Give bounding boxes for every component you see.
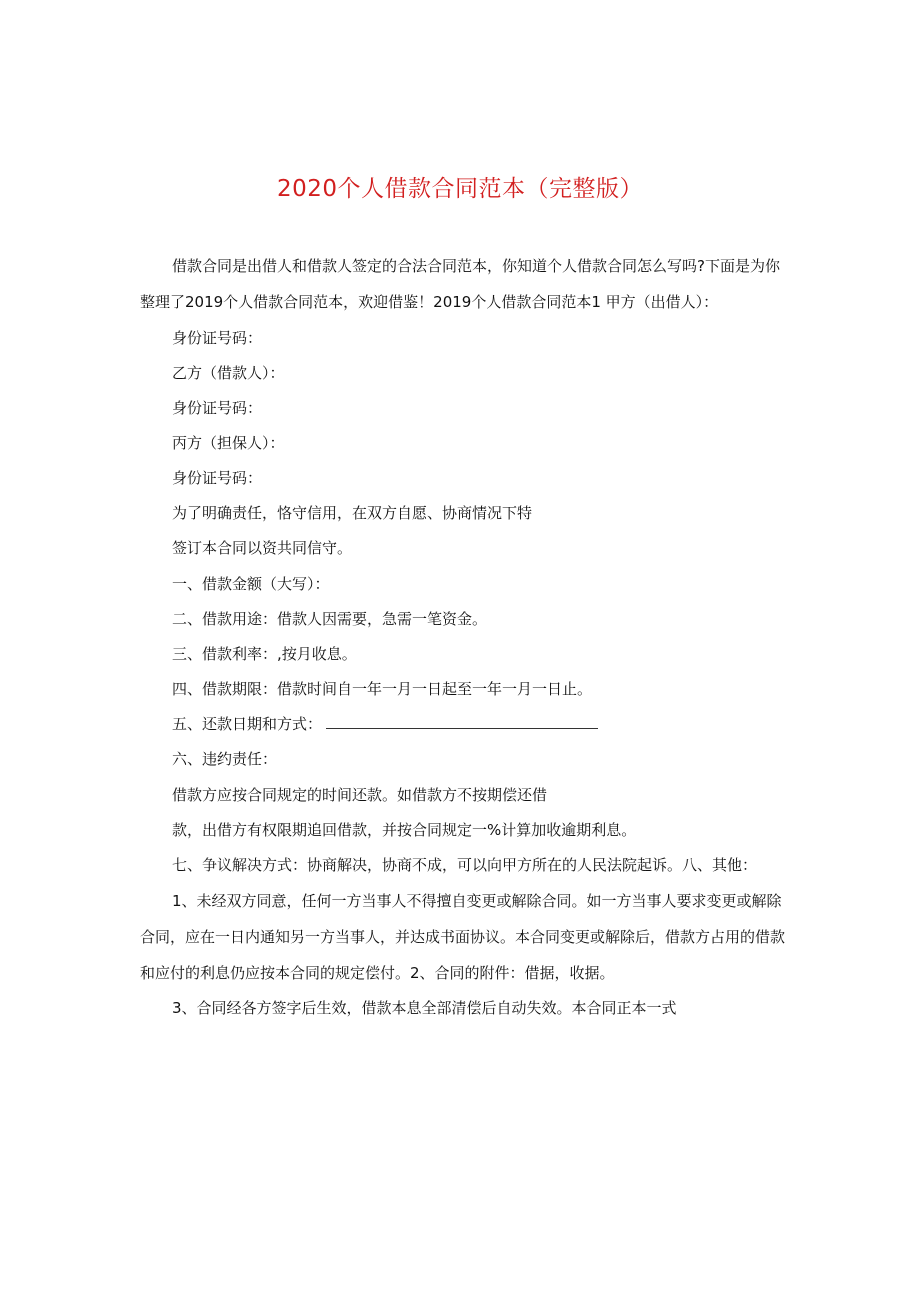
liability-line-2: 款，出借方有权限期追回借款，并按合同规定一%计算加收逾期利息。 (172, 821, 637, 839)
party-b-id-line: 身份证号码： (172, 399, 263, 417)
party-c-id-line: 身份证号码： (172, 469, 263, 487)
fill-in-blank-line (326, 714, 598, 729)
clause-3-rate: 三、借款利率：,按月收息。 (172, 645, 357, 663)
party-a-id-line: 身份证号码： (172, 329, 263, 347)
party-c-line: 丙方（担保人）： (172, 434, 285, 452)
clause-6-liability: 六、违约责任： (172, 750, 278, 768)
clause-5-label: 五、还款日期和方式： (172, 715, 323, 733)
purpose-line-2: 签订本合同以资共同信守。 (172, 539, 353, 557)
liability-line-1: 借款方应按合同规定的时间还款。如借款方不按期偿还借 (172, 786, 548, 804)
clause-5-repayment (172, 706, 598, 742)
purpose-line-1: 为了明确责任，恪守信用，在双方自愿、协商情况下特 (172, 504, 533, 522)
party-b-line: 乙方（借款人）： (172, 364, 285, 382)
clause-7-dispute: 七、争议解决方式：协商解决，协商不成，可以向甲方所在的人民法院起诉。八、其他： (172, 856, 758, 874)
other-item-1-2: 1、未经双方同意，任何一方当事人不得擅自变更或解除合同。如一方当事人要求变更或解除合同，应在一日内通知另一方当事人，并达成书面协议。本合同变更或解除后，借款方占用的借款和应付的利息仍应按本合同的规定偿付。2、合同的附件：借据，收据。 (140, 892, 786, 982)
clause-1-amount: 一、借款金额（大写）： (172, 575, 330, 593)
clause-4-term: 四、借款期限：借款时间自一年一月一日起至一年一月一日止。 (172, 680, 593, 698)
intro-paragraph: 借款合同是出借人和借款人签定的合法合同范本，你知道个人借款合同怎么写吗?下面是为你整理了2019个人借款合同范本，欢迎借鉴！2019个人借款合同范本1 甲方（出借人）： (140, 257, 780, 311)
other-item-3: 3、合同经各方签字后生效，借款本息全部清偿后自动失效。本合同正本一式 (172, 999, 677, 1017)
clause-2-purpose: 二、借款用途：借款人因需要，急需一笔资金。 (172, 610, 488, 628)
document-title: 2020个人借款合同范本（完整版） (276, 176, 644, 202)
